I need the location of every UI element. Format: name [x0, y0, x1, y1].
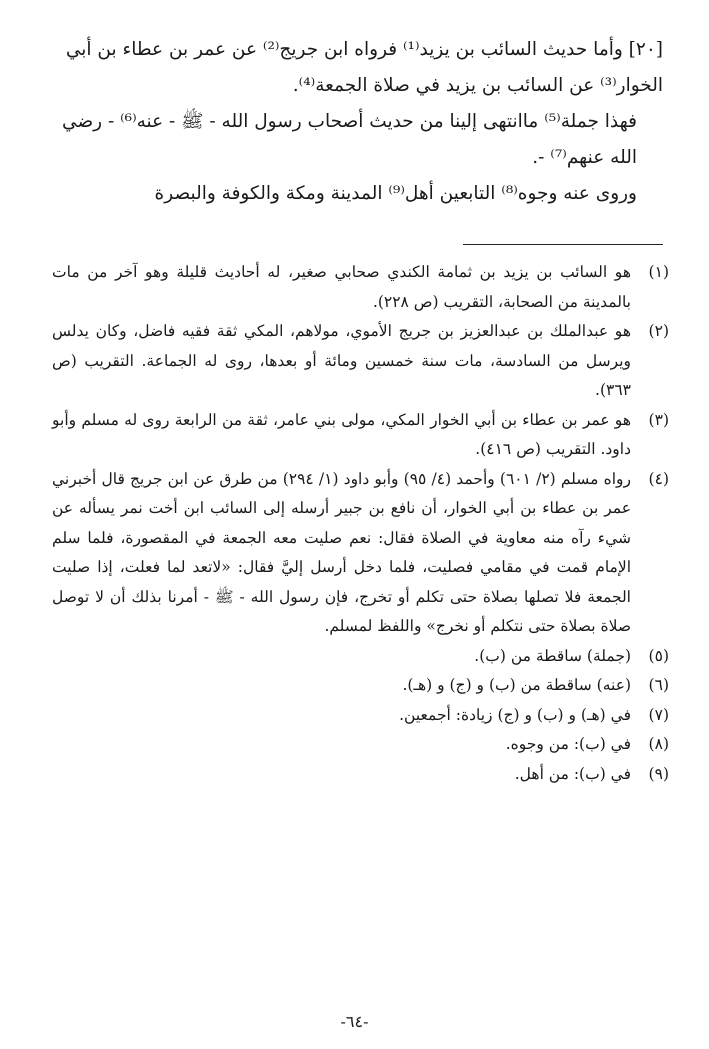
main-paragraph: وروى عنه وجوه⁽⁸⁾ التابعين أهل⁽⁹⁾ المدينة ومكة والكوفة والبصرة [154, 183, 637, 204]
footnote-number: (٧) [648, 705, 669, 724]
footnote [52, 671, 669, 701]
footnote [52, 465, 669, 642]
footnote-number: (٢) [648, 322, 669, 340]
footnote-text: هو عبدالملك بن عبدالعزيز بن جريج الأموي، مولاهم، المكي ثقة فقيه فاضل، وكان يدلس ويرسل من السادسة، مات سنة خمسين ومائة أو بعدها، روى له الجماعة. التقريب (ص ٣٦٣). [52, 322, 631, 399]
footnote-number: (٣) [648, 410, 669, 429]
page-number: -٦٤- [340, 1012, 369, 1031]
footnote-number: (٥) [648, 646, 669, 665]
footnote-text: في (ب): من وجوه. [505, 735, 631, 753]
footnote-text: (عنه) ساقطة من (ب) و (ج) و (هـ). [402, 676, 631, 694]
footnote [52, 760, 669, 790]
footnote-number: (٨) [648, 735, 669, 753]
main-text [52, 32, 663, 212]
footnote-number: (٦) [648, 676, 669, 694]
footnote-text: في (هـ) و (ب) و (ج) زيادة: أجمعين. [399, 705, 631, 724]
footnote-text: رواه مسلم (٢/ ٦٠١) وأحمد (٤/ ٩٥) وأبو داود (١/ ٢٩٤) من طرق عن ابن جريج قال أخبرني عمر بن عطاء بن أبي الخوار، أن نافع بن جبير أرسله إلى السائب ابن أخت نمر يسأله عن شيء رآه منه معاوية في الصلاة فقال: نعم صليت معه الجمعة في المقصورة، فلما سلم الإمام قمت في مقامي فصليت، فلما دخل أرسل إليَّ فقال: «لاتعد لما فعلت، إذا صليت الجمعة فلا تصلها بصلاة حتى تكلم أو تخرج، فإن رسول الله - ﷺ - أمرنا بذلك أن لا توصل صلاة بصلاة حتى نتكلم أو نخرج» واللفظ لمسلم. [52, 469, 631, 635]
main-paragraph: فهذا جملة⁽⁵⁾ ماانتهى إلينا من حديث أصحاب رسول الله - ﷺ - عنه⁽⁶⁾ - رضي الله عنهم⁽⁷⁾ -. [62, 111, 637, 168]
footnote-text: هو السائب بن يزيد بن ثمامة الكندي صحابي صغير، له أحاديث قليلة وهو آخر من مات بالمدينة من الصحابة، التقريب (ص ٢٢٨). [52, 263, 631, 311]
footnote-separator [463, 244, 663, 245]
main-paragraph: [٢٠] وأما حديث السائب بن يزيد⁽¹⁾ فرواه ابن جريج⁽²⁾ عن عمر بن عطاء بن أبي الخوار⁽³⁾ عن السائب بن يزيد في صلاة الجمعة⁽⁴⁾. [65, 39, 663, 96]
footnote [52, 317, 669, 406]
footnote [52, 258, 669, 317]
footnote [52, 701, 669, 731]
footnote-text: (جملة) ساقطة من (ب). [474, 646, 631, 665]
footnote-number: (٤) [648, 469, 669, 488]
footnotes [52, 258, 669, 789]
footnote-number: (١) [648, 263, 669, 281]
footnote [52, 406, 669, 465]
footnote [52, 730, 669, 760]
footnote [52, 642, 669, 672]
footnote-text: في (ب): من أهل. [514, 764, 631, 783]
footnote-text: هو عمر بن عطاء بن أبي الخوار المكي، مولى بني عامر، ثقة من الرابعة روى له مسلم وأبو داود. التقريب (ص ٤١٦). [52, 410, 631, 458]
footnote-number: (٩) [648, 764, 669, 783]
